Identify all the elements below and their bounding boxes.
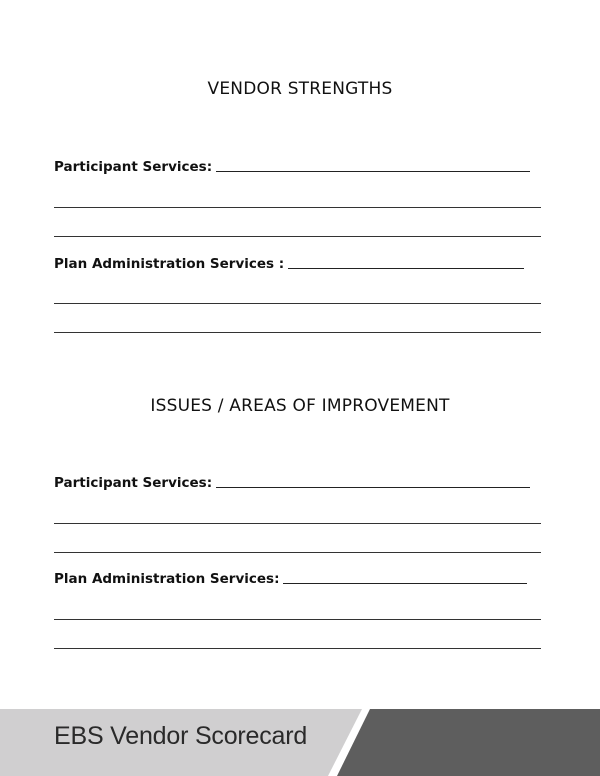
write-in-line[interactable] [54, 236, 541, 237]
section-heading-issues-improvement: ISSUES / AREAS OF IMPROVEMENT [150, 396, 450, 416]
field-label: Plan Administration Services: [54, 571, 280, 587]
field-label: Participant Services: [54, 475, 213, 491]
write-in-line[interactable] [283, 583, 527, 584]
field-label: Participant Services: [54, 159, 213, 175]
section-heading-vendor-strengths: VENDOR STRENGTHS [207, 79, 393, 99]
field-plan-administration-services-strengths[interactable] [54, 256, 524, 272]
field-participant-services-issues[interactable] [54, 475, 530, 491]
write-in-line[interactable] [54, 207, 541, 208]
write-in-line[interactable] [54, 648, 541, 649]
write-in-line[interactable] [216, 487, 530, 488]
write-in-line[interactable] [54, 552, 541, 553]
field-participant-services-strengths[interactable] [54, 159, 530, 175]
footer-title: EBS Vendor Scorecard [54, 722, 308, 750]
footer-band [0, 709, 600, 776]
write-in-line[interactable] [288, 268, 524, 269]
write-in-line[interactable] [54, 619, 541, 620]
write-in-line[interactable] [54, 303, 541, 304]
field-plan-administration-services-issues[interactable] [54, 571, 527, 587]
write-in-line[interactable] [54, 332, 541, 333]
write-in-line[interactable] [216, 171, 530, 172]
write-in-line[interactable] [54, 523, 541, 524]
field-label: Plan Administration Services : [54, 256, 285, 272]
